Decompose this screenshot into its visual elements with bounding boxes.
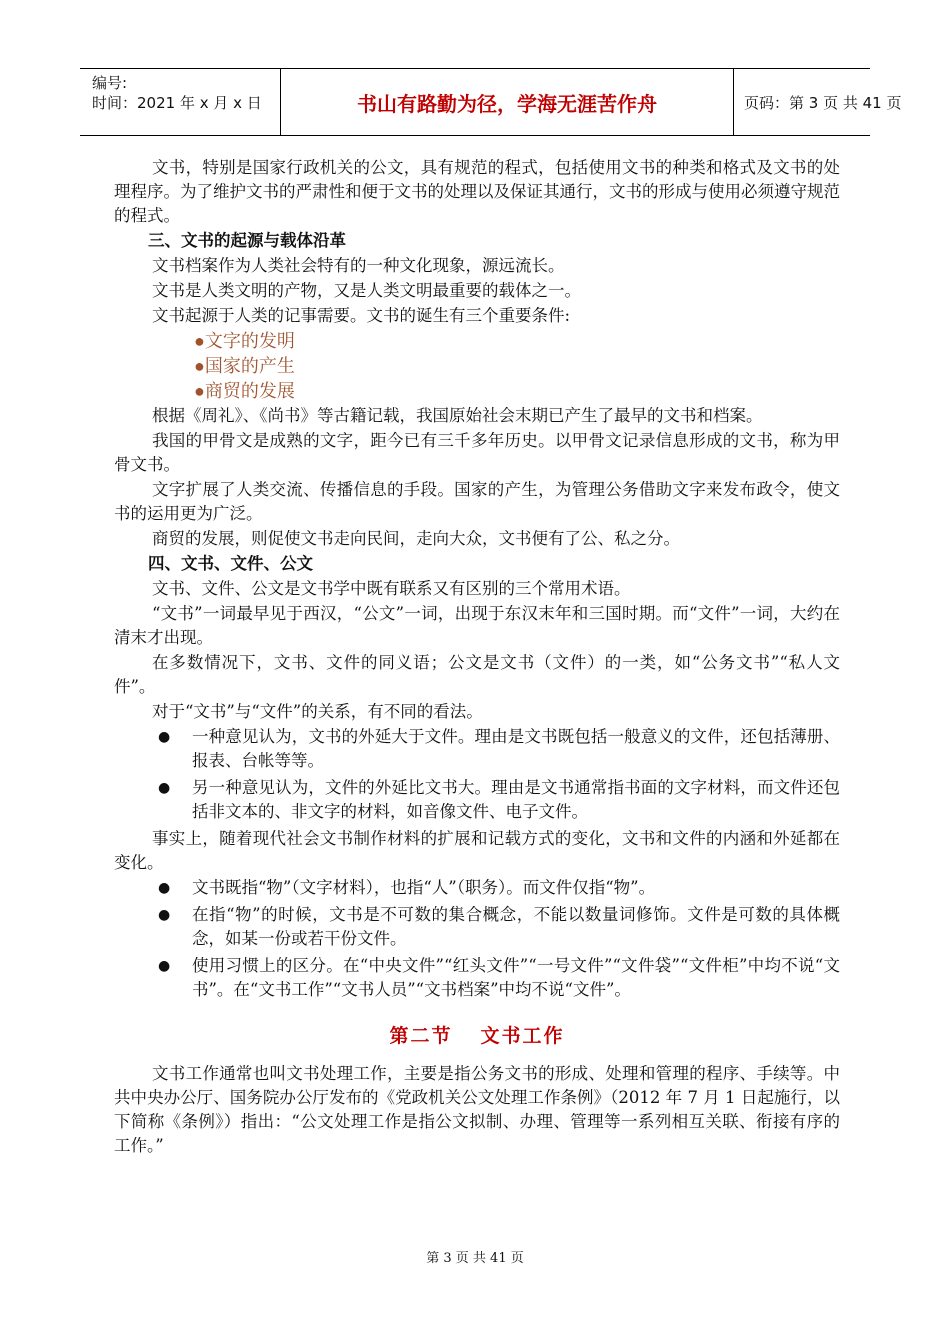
condition-item: ●国家的产生 — [194, 356, 295, 376]
bullet-icon: ● — [158, 880, 171, 896]
time-label: 时间：2021 年 x 月 x 日 — [92, 94, 262, 112]
page-header — [80, 68, 902, 136]
paragraph: 文书是人类文明的产物，又是人类文明最重要的载体之一。 — [152, 281, 581, 300]
section-name: 文书工作 — [480, 1025, 565, 1047]
paragraph: 我国的甲骨文是成熟的文字，距今已有三千多年历史。以甲骨文记录信息形成的文书，称为甲骨文书。 — [114, 431, 840, 474]
number-label: 编号: — [92, 74, 128, 92]
bullet-icon: ● — [194, 331, 205, 351]
section-number: 第二节 — [389, 1025, 453, 1047]
paragraph: 根据《周礼》、《尚书》等古籍记载，我国原始社会末期已产生了最早的文书和档案。 — [152, 406, 763, 425]
bullet-icon: ● — [158, 958, 171, 974]
bullet-icon: ● — [158, 729, 171, 745]
bullet-icon: ● — [194, 356, 205, 376]
bullet-icon: ● — [158, 780, 171, 796]
paragraph: 在多数情况下，文书、文件的同义语；公文是文书（文件）的一类，如“公务文书”“私人文件”。 — [114, 653, 840, 696]
paragraph: 文字扩展了人类交流、传播信息的手段。国家的产生，为管理公务借助文字来发布政令，使文书的运用更为广泛。 — [114, 480, 840, 523]
heading-origin: 三、文书的起源与载体沿革 — [148, 231, 346, 250]
header-motto: 书山有路勤为径，学海无涯苦作舟 — [280, 69, 734, 135]
paragraph: 文书、文件、公文是文书学中既有联系又有区别的三个常用术语。 — [152, 579, 631, 598]
paragraph: 对于“文书”与“文件”的关系，有不同的看法。 — [152, 702, 483, 721]
paragraph: 文书档案作为人类社会特有的一种文化现象，源远流长。 — [152, 256, 565, 275]
paragraph: 事实上，随着现代社会文书制作材料的扩展和记载方式的变化，文书和文件的内涵和外延都在变化。 — [114, 829, 840, 872]
paragraph: 商贸的发展，则促使文书走向民间，走向大众，文书便有了公、私之分。 — [152, 529, 680, 548]
header-meta — [80, 69, 280, 135]
list-item: ● 在指“物”的时候，文书是不可数的集合概念，不能以数量词修饰。文件是可数的具体概念，如某一份或若干份文件。 — [158, 905, 840, 948]
paragraph: “文书”一词最早见于西汉，“公文”一词，出现于东汉末年和三国时期。而“文件”一词，大约在清末才出现。 — [114, 604, 840, 647]
paragraph: 文书起源于人类的记事需要。文书的诞生有三个重要条件: — [152, 306, 571, 325]
list-item: ● 使用习惯上的区分。在“中央文件”“红头文件”“一号文件”“文件袋”“文件柜”中均不说“文书”。在“文书工作”“文书人员”“文书档案”中均不说“文件”。 — [158, 956, 840, 999]
condition-item: ●文字的发明 — [194, 331, 295, 351]
list-item: ● 一种意见认为，文书的外延大于文件。理由是文书既包括一般意义的文件，还包括薄册、报表、台帐等等。 — [158, 727, 840, 770]
paragraph: 文书，特别是国家行政机关的公文，具有规范的程式，包括使用文书的种类和格式及文书的处理程序。为了维护文书的严肃性和便于文书的处理以及保证其通行，文书的形成与使用必须遵守规范的程式。 — [114, 158, 840, 225]
heading-terms: 四、文书、文件、公文 — [148, 554, 313, 573]
paragraph: 文书工作通常也叫文书处理工作，主要是指公务文书的形成、处理和管理的程序、手续等。中共中央办公厅、国务院办公厅发布的《党政机关公文处理工作条例》（2012 年 7 月 1 日起施行，以下简称《条例》）指出：“公文处理工作是指公文拟制、办理、管理等一系列相互关联、衔接有序的工作。” — [114, 1064, 840, 1155]
list-item: ● 另一种意见认为，文件的外延比文书大。理由是文书通常指书面的文字材料，而文件还包括非文本的、非文字的材料，如音像文件、电子文件。 — [158, 778, 840, 821]
bullet-icon: ● — [194, 381, 205, 401]
list-item: ● 文书既指“物”（文字材料），也指“人”（职务）。而文件仅指“物”。 — [114, 876, 840, 900]
condition-item: ●商贸的发展 — [194, 381, 295, 401]
header-page-info: 页码：第 3 页 共 41 页 — [744, 93, 902, 112]
bullet-icon: ● — [158, 907, 171, 923]
page-footer: 第 3 页 共 41 页 — [426, 1251, 524, 1266]
document-body — [114, 156, 840, 1159]
section-title — [114, 1024, 840, 1048]
